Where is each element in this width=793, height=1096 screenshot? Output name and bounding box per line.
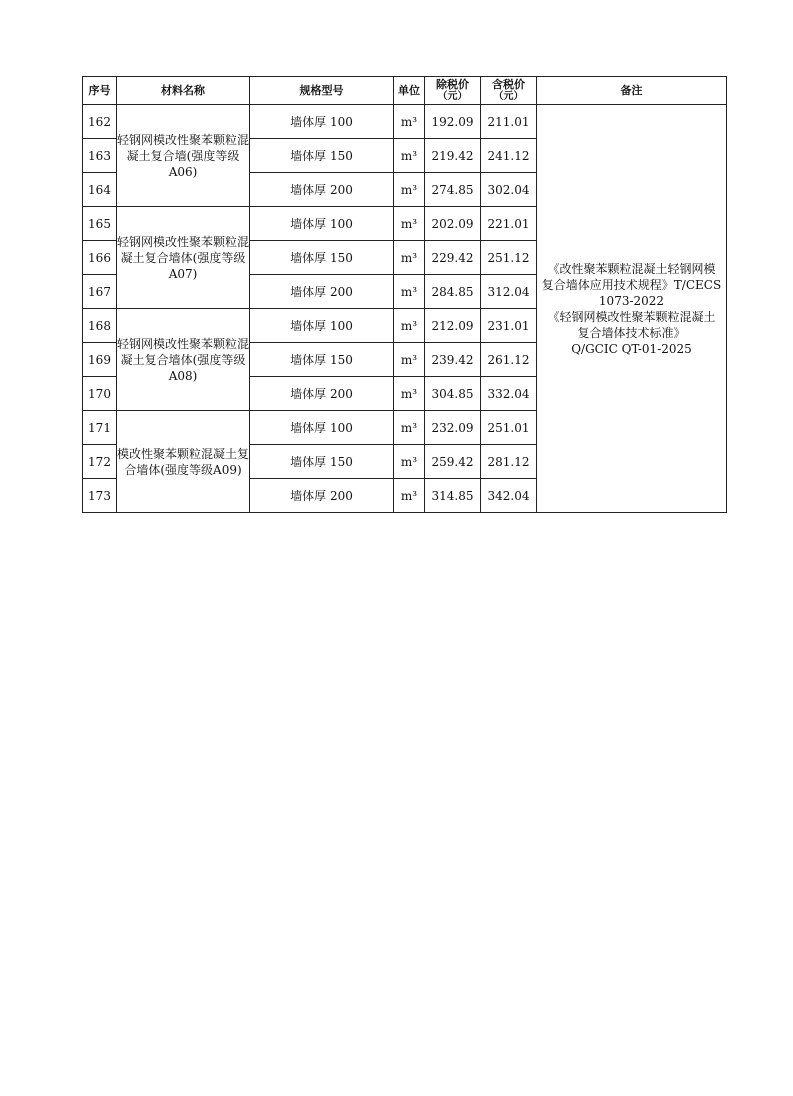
cell-spec: 墙体厚 150 xyxy=(250,139,394,173)
cell-spec: 墙体厚 200 xyxy=(250,479,394,513)
cell-seq: 162 xyxy=(83,105,117,139)
cell-spec: 墙体厚 100 xyxy=(250,309,394,343)
cell-price-ex-tax: 202.09 xyxy=(425,207,481,241)
header-price-inc-tax-label: 含税价 xyxy=(492,77,525,91)
cell-price-ex-tax: 284.85 xyxy=(425,275,481,309)
cell-price-inc-tax: 211.01 xyxy=(481,105,537,139)
cell-seq: 171 xyxy=(83,411,117,445)
header-price-inc-tax xyxy=(481,77,537,105)
note-line: 《轻钢网模改性聚苯颗粒混凝土 xyxy=(547,309,716,324)
header-note: 备注 xyxy=(537,77,727,105)
header-price-ex-tax-unit: （元） xyxy=(437,90,468,102)
cell-material-name: 轻钢网模改性聚苯颗粒混凝土复合墙体(强度等级 A08) xyxy=(117,309,250,411)
cell-seq: 170 xyxy=(83,377,117,411)
cell-unit: m³ xyxy=(394,241,425,275)
cell-seq: 168 xyxy=(83,309,117,343)
cell-seq: 167 xyxy=(83,275,117,309)
cell-seq: 166 xyxy=(83,241,117,275)
note-line: Q/GCIC QT-01-2025 xyxy=(571,341,692,356)
cell-price-inc-tax: 312.04 xyxy=(481,275,537,309)
cell-unit: m³ xyxy=(394,207,425,241)
cell-price-ex-tax: 259.42 xyxy=(425,445,481,479)
cell-spec: 墙体厚 100 xyxy=(250,411,394,445)
cell-spec: 墙体厚 200 xyxy=(250,377,394,411)
cell-unit: m³ xyxy=(394,105,425,139)
cell-seq: 165 xyxy=(83,207,117,241)
header-price-inc-tax-unit: （元） xyxy=(493,90,524,102)
cell-note xyxy=(537,105,727,513)
cell-spec: 墙体厚 200 xyxy=(250,173,394,207)
table-row xyxy=(83,105,727,139)
cell-price-inc-tax: 241.12 xyxy=(481,139,537,173)
cell-seq: 163 xyxy=(83,139,117,173)
price-table xyxy=(82,76,727,513)
cell-price-inc-tax: 251.12 xyxy=(481,241,537,275)
header-row xyxy=(83,77,727,105)
note-line: 复合墙体应用技术规程》T/CECS xyxy=(541,277,722,292)
cell-spec: 墙体厚 100 xyxy=(250,105,394,139)
cell-seq: 172 xyxy=(83,445,117,479)
header-material-name: 材料名称 xyxy=(117,77,250,105)
cell-unit: m³ xyxy=(394,411,425,445)
note-line: 《改性聚苯颗粒混凝土轻钢网模 xyxy=(547,261,716,276)
cell-material-name: 轻钢网模改性聚苯颗粒混凝土复合墙体(强度等级 A07) xyxy=(117,207,250,309)
cell-spec: 墙体厚 150 xyxy=(250,343,394,377)
cell-price-inc-tax: 281.12 xyxy=(481,445,537,479)
cell-price-ex-tax: 314.85 xyxy=(425,479,481,513)
cell-price-ex-tax: 274.85 xyxy=(425,173,481,207)
cell-spec: 墙体厚 200 xyxy=(250,275,394,309)
cell-spec: 墙体厚 150 xyxy=(250,241,394,275)
cell-unit: m³ xyxy=(394,377,425,411)
cell-unit: m³ xyxy=(394,139,425,173)
cell-price-ex-tax: 192.09 xyxy=(425,105,481,139)
cell-price-inc-tax: 261.12 xyxy=(481,343,537,377)
cell-spec: 墙体厚 100 xyxy=(250,207,394,241)
cell-price-inc-tax: 221.01 xyxy=(481,207,537,241)
cell-seq: 164 xyxy=(83,173,117,207)
cell-price-inc-tax: 332.04 xyxy=(481,377,537,411)
cell-material-name: 轻钢网模改性聚苯颗粒混凝土复合墙(强度等级A06) xyxy=(117,105,250,207)
cell-price-ex-tax: 304.85 xyxy=(425,377,481,411)
cell-unit: m³ xyxy=(394,445,425,479)
cell-price-ex-tax: 212.09 xyxy=(425,309,481,343)
cell-unit: m³ xyxy=(394,275,425,309)
cell-unit: m³ xyxy=(394,309,425,343)
cell-price-inc-tax: 231.01 xyxy=(481,309,537,343)
cell-unit: m³ xyxy=(394,173,425,207)
cell-spec: 墙体厚 150 xyxy=(250,445,394,479)
cell-price-inc-tax: 302.04 xyxy=(481,173,537,207)
note-line: 复合墙体技术标准》 xyxy=(577,325,686,340)
cell-seq: 173 xyxy=(83,479,117,513)
header-price-ex-tax-label: 除税价 xyxy=(436,77,469,91)
header-unit: 单位 xyxy=(394,77,425,105)
header-seq: 序号 xyxy=(83,77,117,105)
header-price-ex-tax xyxy=(425,77,481,105)
header-spec: 规格型号 xyxy=(250,77,394,105)
cell-price-ex-tax: 219.42 xyxy=(425,139,481,173)
note-line: 1073-2022 xyxy=(598,293,665,308)
cell-unit: m³ xyxy=(394,479,425,513)
cell-material-name: 模改性聚苯颗粒混凝土复合墙体(强度等级A09) xyxy=(117,411,250,513)
cell-price-ex-tax: 239.42 xyxy=(425,343,481,377)
cell-price-inc-tax: 342.04 xyxy=(481,479,537,513)
cell-seq: 169 xyxy=(83,343,117,377)
cell-price-ex-tax: 229.42 xyxy=(425,241,481,275)
cell-price-inc-tax: 251.01 xyxy=(481,411,537,445)
cell-price-ex-tax: 232.09 xyxy=(425,411,481,445)
cell-unit: m³ xyxy=(394,343,425,377)
